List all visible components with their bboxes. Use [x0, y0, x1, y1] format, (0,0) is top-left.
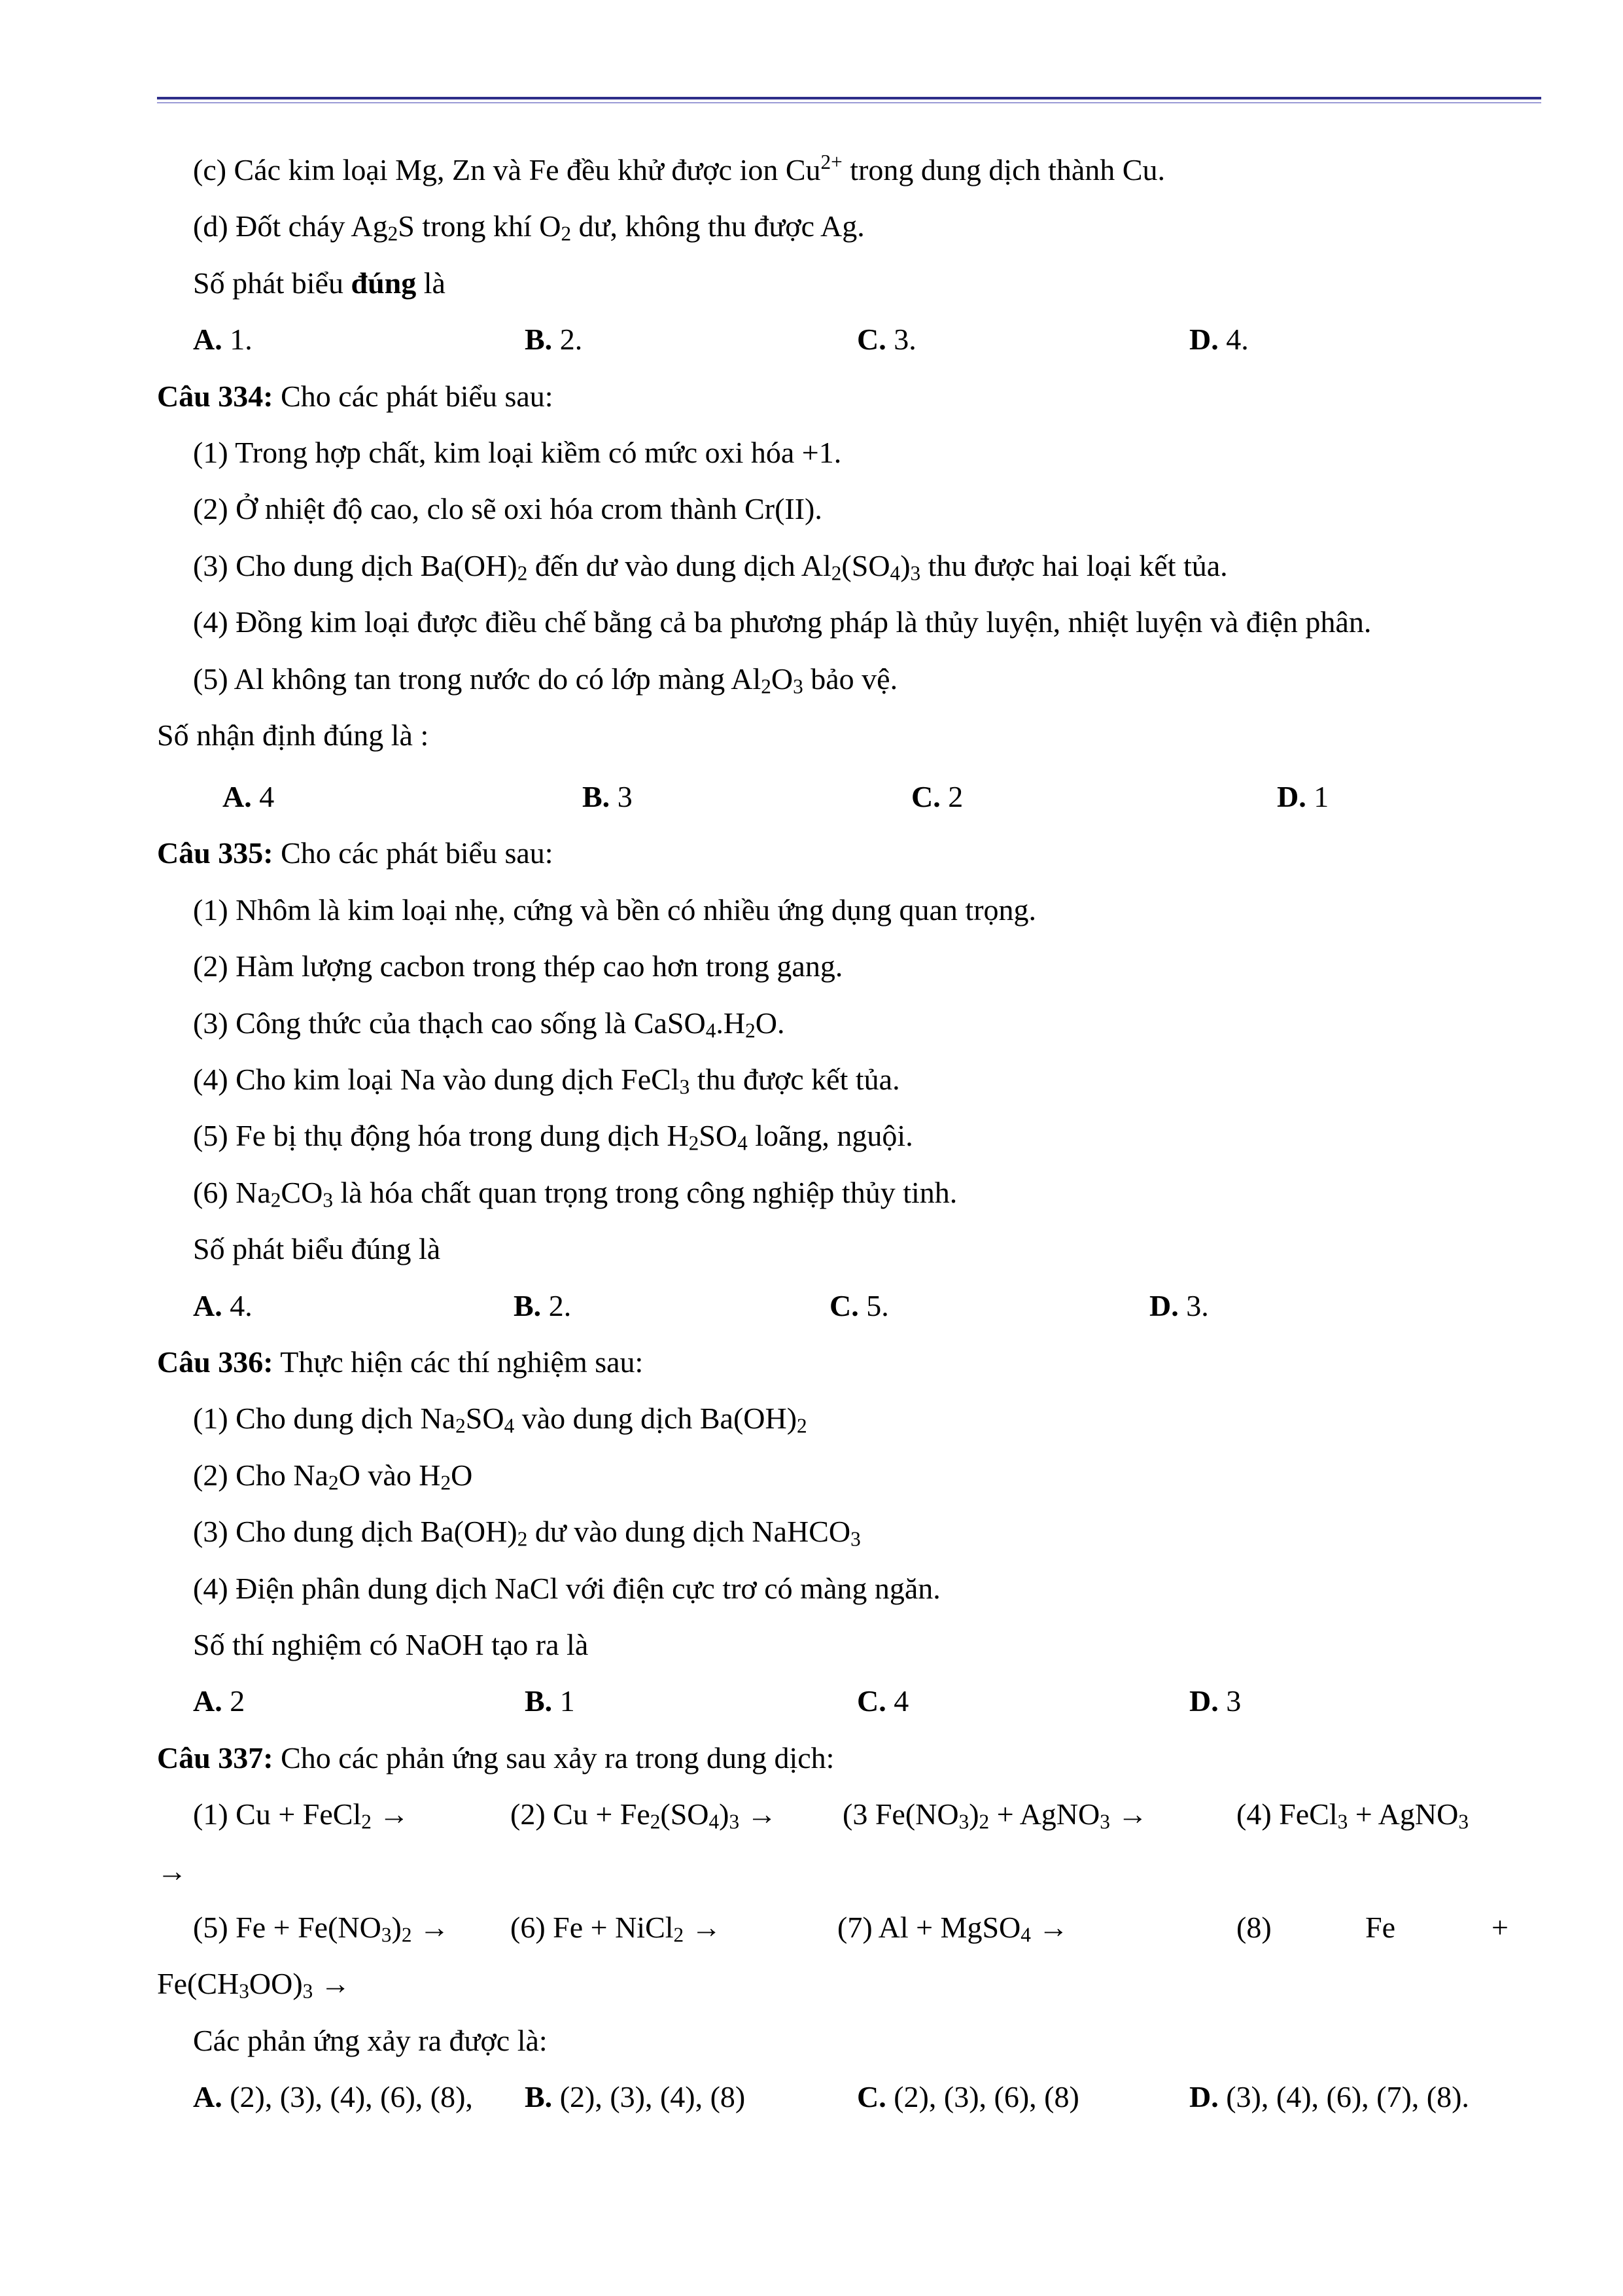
- q335-statement-1: (1) Nhôm là kim loại nhẹ, cứng và bền có nhiều ứng dụng quan trọng.: [193, 893, 1037, 927]
- q337-reaction-5: (5) $Fe + Fe(NO_3)_2$ →: [193, 1911, 449, 1947]
- q335-option-a[interactable]: A. 4.: [193, 1289, 253, 1322]
- q336-option-b[interactable]: B. 1: [525, 1684, 575, 1718]
- q336-experiment-2: (2) Cho $Na_2O$ vào $H_2O$: [193, 1458, 473, 1494]
- q336-option-d[interactable]: D. 3: [1189, 1684, 1242, 1718]
- q336-experiment-1: (1) Cho dung dịch $Na_2SO_4$ vào dung dịch $Ba(OH)_2$: [193, 1402, 807, 1438]
- q337-option-d[interactable]: D. (3), (4), (6), (7), (8).: [1189, 2080, 1469, 2113]
- q335-option-b[interactable]: B. 2.: [514, 1289, 572, 1322]
- q337-reaction-8-fe: Fe: [1365, 1911, 1395, 1944]
- q334-option-d[interactable]: D. 1: [1277, 780, 1329, 813]
- q333-option-c[interactable]: C. 3.: [857, 323, 916, 356]
- q334-stem: Câu 334: Cho các phát biểu sau:: [157, 380, 553, 413]
- q337-ask: Các phản ứng xảy ra được là:: [193, 2024, 548, 2057]
- q333-option-b[interactable]: B. 2.: [525, 323, 583, 356]
- q337-reaction-8-plus: +: [1492, 1911, 1509, 1944]
- q334-statement-5: (5) Al không tan trong nước do có lớp màng $Al_2O_3$ bảo vệ.: [193, 662, 898, 698]
- q334-option-a[interactable]: A. 4: [222, 780, 275, 813]
- header-rule-thin: [157, 102, 1541, 103]
- q337-reaction-1: (1) Cu + FeCl$_2$ →: [193, 1797, 410, 1833]
- q333-option-d[interactable]: D. 4.: [1189, 323, 1249, 356]
- q336-experiment-4: (4) Điện phân dung dịch NaCl với điện cực trơ có màng ngăn.: [193, 1572, 941, 1605]
- q334-option-b[interactable]: B. 3: [582, 780, 633, 813]
- q333-statement-c: (c) Các kim loại Mg, Zn và Fe đều khử được ion $Cu^{2+}$ trong dung dịch thành Cu.: [193, 150, 1165, 186]
- q336-ask: Số thí nghiệm có NaOH tạo ra là: [193, 1628, 589, 1661]
- q335-stem: Câu 335: Cho các phát biểu sau:: [157, 836, 553, 870]
- q334-statement-4: (4) Đồng kim loại được điều chế bằng cả ba phương pháp là thủy luyện, nhiệt luyện và điện phân.: [193, 605, 1372, 639]
- q337-reaction-6: (6) Fe + NiCl$_2$ →: [510, 1911, 722, 1947]
- q337-reaction-8: $Fe(CH_3OO)_3$ →: [157, 1967, 351, 2003]
- q334-statement-1: (1) Trong hợp chất, kim loại kiềm có mức oxi hóa +1.: [193, 436, 842, 469]
- q334-statement-2: (2) Ở nhiệt độ cao, clo sẽ oxi hóa crom thành Cr(II).: [193, 492, 822, 525]
- q336-option-c[interactable]: C. 4: [857, 1684, 909, 1718]
- q337-reaction-7: (7) Al + MgSO$_4$ →: [837, 1911, 1069, 1947]
- q335-statement-5: (5) Fe bị thụ động hóa trong dung dịch $H_2SO_4$ loãng, nguội.: [193, 1119, 913, 1155]
- q335-option-c[interactable]: C. 5.: [829, 1289, 889, 1322]
- q337-option-b[interactable]: B. (2), (3), (4), (8): [525, 2080, 746, 2113]
- q337-reaction-8-number: (8): [1236, 1911, 1272, 1944]
- q335-statement-2: (2) Hàm lượng cacbon trong thép cao hơn trong gang.: [193, 949, 843, 983]
- q337-option-a[interactable]: A. (2), (3), (4), (6), (8),: [193, 2080, 473, 2113]
- q337-stem: Câu 337: Cho các phản ứng sau xảy ra trong dung dịch:: [157, 1741, 835, 1775]
- q337-reaction-3: (3 $Fe(NO_3)_2$ + AgNO$_3$ →: [843, 1797, 1148, 1833]
- q336-stem: Câu 336: Thực hiện các thí nghiệm sau:: [157, 1345, 644, 1379]
- q337-option-c[interactable]: C. (2), (3), (6), (8): [857, 2080, 1079, 2113]
- q333-ask: Số phát biểu đúng là: [193, 266, 445, 300]
- q336-experiment-3: (3) Cho dung dịch $Ba(OH)_2$ dư vào dung dịch NaHCO$_3$: [193, 1515, 861, 1551]
- q337-reaction-4: (4) FeCl$_3$ + AgNO$_3$: [1236, 1797, 1469, 1833]
- q337-reaction-4-arrow: →: [157, 1854, 187, 1888]
- q335-statement-4: (4) Cho kim loại Na vào dung dịch FeCl$_3$ thu được kết tủa.: [193, 1063, 900, 1099]
- q335-statement-6: (6) $Na_2CO_3$ là hóa chất quan trọng trong công nghiệp thủy tinh.: [193, 1176, 958, 1212]
- q336-option-a[interactable]: A. 2: [193, 1684, 245, 1718]
- q334-statement-3: (3) Cho dung dịch $Ba(OH)_2$ đến dư vào dung dịch $Al_2(SO_4)_3$ thu được hai loại kết tủa.: [193, 549, 1228, 585]
- q334-ask: Số nhận định đúng là :: [157, 718, 429, 752]
- q335-statement-3: (3) Công thức của thạch cao sống là $CaSO_4.H_2O$.: [193, 1006, 785, 1042]
- q335-ask: Số phát biểu đúng là: [193, 1232, 441, 1265]
- header-rule: [157, 97, 1541, 99]
- q333-statement-d: (d) Đốt cháy $Ag_2S$ trong khí $O_2$ dư, không thu được Ag.: [193, 209, 865, 245]
- q334-option-c[interactable]: C. 2: [911, 780, 964, 813]
- q333-option-a[interactable]: A. 1.: [193, 323, 253, 356]
- q337-reaction-2: (2) $Cu + Fe_2(SO_4)_3$ →: [510, 1797, 777, 1833]
- q335-option-d[interactable]: D. 3.: [1149, 1289, 1209, 1322]
